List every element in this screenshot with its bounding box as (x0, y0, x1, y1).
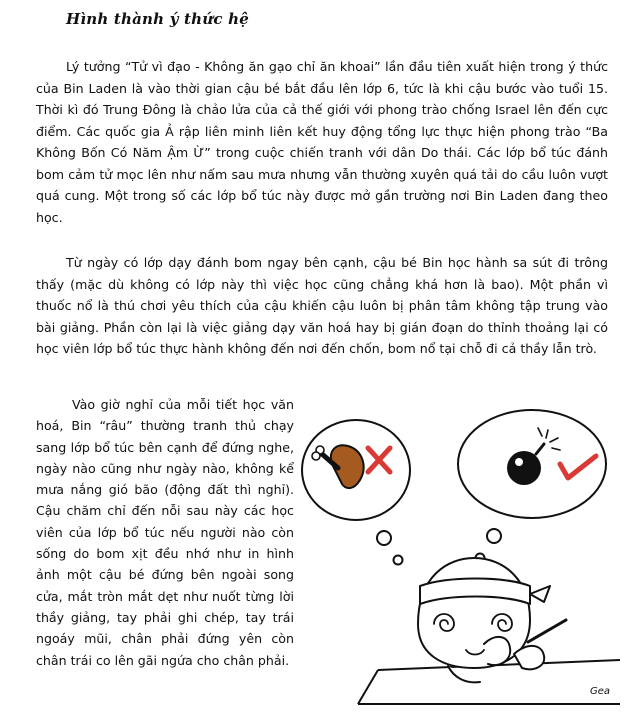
cartoon-svg (298, 398, 632, 716)
thought-dot-right-1 (487, 529, 501, 543)
paragraph-3: Vào giờ nghỉ của mỗi tiết học văn hoá, Bin “râu” thường tranh thủ chạy sang lớp bổ túc bên cạnh để đứng nghe, ngày nào cũng như ngày nào, không kể mưa nắng gió bão (động đất thì nghỉ). Cậu chăm chỉ đến nỗi sau này các học viên của lớp bổ túc nếu người nào còn sống do bom xịt đều nhớ như in hình ảnh một cậu bé đứng bên ngoài song cửa, mắt tròn mắt dẹt như nuốt từng lời thầy giảng, tay phải ghi chép, tay trái ngoáy mũi, chân phải đứng yên còn chân trái co lên gãi ngứa cho chân phải. (36, 397, 294, 668)
section-title: Hình thành ý thức hệ (66, 10, 249, 28)
thought-dot-left-2 (394, 556, 403, 565)
signature: Gea (590, 686, 611, 697)
thought-dot-left-1 (377, 531, 391, 545)
paragraph-1: Lý tưởng “Tử vì đạo - Không ăn gạo chỉ ăn khoai” lần đầu tiên xuất hiện trong ý thức của Bin Laden là vào thời gian cậu bé bắt đầu lên lớp 6, tức là khi cậu bước vào tuổi 15. Thời kì đó Trung Đông là chảo lửa của cả thế giới với phong trào chống Israel lên đến cực điểm. Các quốc gia Ả rập liên minh liên kết huy động tổng lực thực hiện phong trào “Ba Không Bốn Có Năm Ậm Ừ” trong cuộc chiến tranh với dân Do thái. Các lớp bổ túc đánh bom cảm tử mọc lên như nấm sau mưa nhưng vẫn thường xuyên quá tải do cầu luôn vượt quá cung. Một trong số các lớp bổ túc này được mở gần trường nơi Bin Laden đang theo học. (36, 59, 608, 225)
paragraph-2: Từ ngày có lớp dạy đánh bom ngay bên cạnh, cậu bé Bin học hành sa sút đi trông thấy (mặc dù không có lớp này thì việc học cũng chẳng khá hơn là bao). Một phần vì thuốc nổ là thú chơi yêu thích của cậu khiến cậu luôn bị phân tâm không tập trung vào bài giảng. Phần còn lại là việc giảng dạy văn hoá hay bị gián đoạn do thỉnh thoảng lại có học viên lớp bổ túc thực hành không đến nơi đến chốn, bom nổ tại chỗ đi cả thầy lẫn trò. (36, 255, 608, 356)
cartoon-illustration (298, 398, 632, 716)
